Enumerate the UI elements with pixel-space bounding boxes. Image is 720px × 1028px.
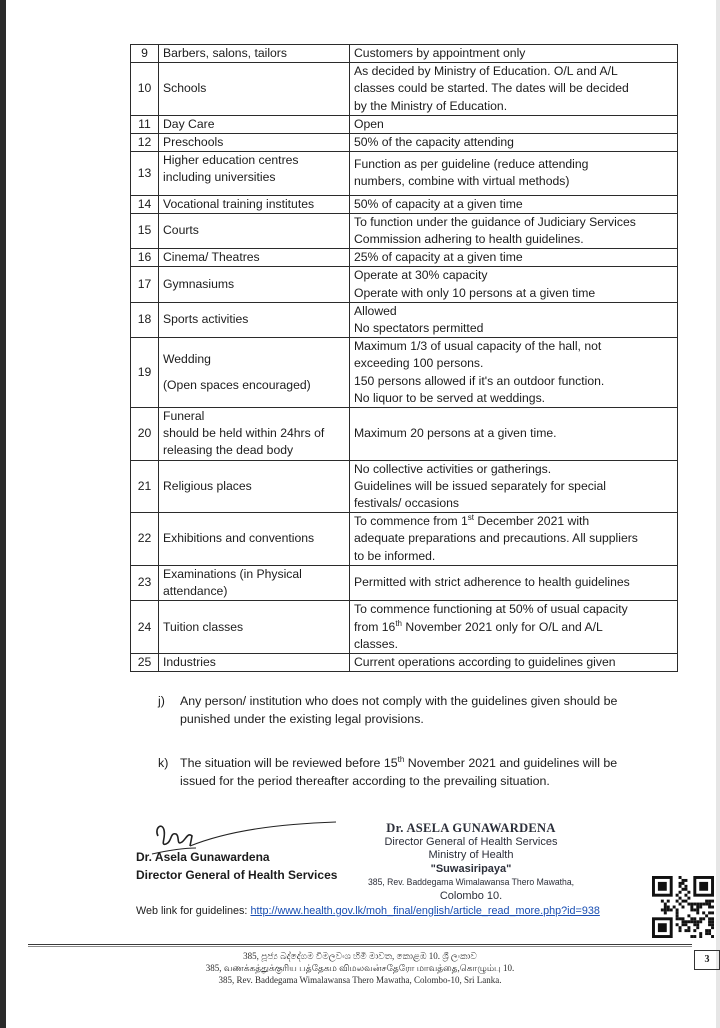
rule-line: from 16th November 2021 only for O/L and A/L [354,618,603,634]
table-row [131,213,678,248]
rule-line: To function under the guidance of Judiciary Services [354,214,636,229]
row-category [159,601,350,654]
rule-line: Open [354,116,384,131]
row-number: 19 [131,338,159,408]
row-category [159,45,350,63]
table-row [131,115,678,133]
qr-code-icon[interactable] [652,876,714,938]
row-category [159,195,350,213]
footer-address [150,950,570,986]
row-number: 25 [131,653,159,671]
stamp-ministry: Ministry of Health [428,849,514,861]
guidelines-url-link[interactable]: http://www.health.gov.lk/moh_final/english/article_read_more.php?id=938 [250,905,600,917]
table-row [131,63,678,116]
row-rule [350,115,678,133]
category-line: releasing the dead body [163,443,294,458]
note-j-label: j) [158,694,165,708]
category-line: (Open spaces encouraged) [163,377,311,392]
row-rule [350,601,678,654]
table-row [131,45,678,63]
rule-line: No spectators permitted [354,321,484,336]
row-category [159,152,350,195]
rule-line: Maximum 1/3 of usual capacity of the hall, not [354,339,602,354]
rule-line: Permitted with strict adherence to health guidelines [354,575,630,590]
row-category [159,513,350,566]
row-category [159,302,350,337]
row-category [159,63,350,116]
table-row [131,513,678,566]
row-number: 13 [131,152,159,195]
rule-line: by the Ministry of Education. [354,98,508,113]
note-k [158,754,678,790]
row-number: 9 [131,45,159,63]
category-line: Barbers, salons, tailors [163,46,287,60]
category-line: should be held within 24hrs of [163,426,325,441]
category-line: Higher education centres [163,153,299,168]
page-left-edge [0,0,6,1028]
row-rule [350,513,678,566]
stamp-title: Director General of Health Services [384,835,558,848]
page-number: 3 [694,950,720,970]
row-rule [350,249,678,267]
row-number: 24 [131,601,159,654]
rule-line: 50% of capacity at a given time [354,196,523,211]
category-line [163,369,345,377]
note-k-line2: issued for the period thereafter according to the prevailing situation. [180,774,550,788]
table-row [131,408,678,461]
rule-line: Maximum 20 persons at a given time. [354,426,557,441]
rule-line: Customers by appointment only [354,46,526,60]
guidelines-table-body [131,45,678,672]
row-category [159,213,350,248]
rule-line: No liquor to be served at weddings. [354,390,546,405]
row-rule [350,460,678,513]
row-number: 23 [131,565,159,600]
footer-sinhala: 385, පූජ්‍ය බද්දේගම විමලවංශ හිමි මාවත, කොළඹ 10. ශ්‍රී ලංකාව [243,951,477,961]
table-row [131,195,678,213]
table-row [131,134,678,152]
category-line: Cinema/ Theatres [163,250,260,265]
rule-line: 50% of the capacity attending [354,135,514,150]
rule-line: Function as per guideline (reduce attending [354,157,589,172]
row-rule [350,267,678,302]
footer-english: 385, Rev. Baddegama Wimalawansa Thero Mawatha, Colombo-10, Sri Lanka. [218,975,502,985]
table-row [131,565,678,600]
table-row [131,653,678,671]
row-rule [350,653,678,671]
row-number: 21 [131,460,159,513]
category-line: including universities [163,170,276,185]
row-number: 22 [131,513,159,566]
row-rule [350,408,678,461]
rule-line: classes could be started. The dates will be decided [354,81,629,96]
note-j-line2: punished under the existing legal provisions. [180,712,424,726]
web-link-line [136,905,600,917]
category-line: Vocational training institutes [163,196,315,211]
note-j-line1: Any person/ institution who does not comply with the guidelines given should be [180,694,618,708]
rule-line: adequate preparations and precautions. All suppliers [354,531,638,546]
category-line: Religious places [163,478,252,493]
row-number: 14 [131,195,159,213]
row-number: 10 [131,63,159,116]
category-line: Funeral [163,409,205,424]
rule-line: Guidelines will be issued separately for special [354,478,607,493]
rule-line: To commence from 1st December 2021 with [354,513,590,529]
category-line: Tuition classes [163,619,244,634]
category-line: Industries [163,654,216,669]
row-number: 18 [131,302,159,337]
page-right-shadow [716,0,720,1028]
table-row [131,338,678,408]
signatory-name: Dr. Asela Gunawardena [136,850,270,864]
category-line: Day Care [163,116,215,131]
category-line: Preschools [163,135,224,150]
rule-line: exceeding 100 persons. [354,356,484,371]
table-row [131,152,678,195]
row-rule [350,213,678,248]
stamp-address: 385, Rev. Baddegama Wimalawansa Thero Mawatha, [367,877,575,888]
row-category [159,249,350,267]
row-category [159,134,350,152]
category-line: Wedding [163,352,211,367]
row-rule [350,134,678,152]
row-number: 12 [131,134,159,152]
rule-line: Allowed [354,303,397,318]
row-category [159,267,350,302]
row-rule [350,45,678,63]
note-k-line1: The situation will be reviewed before 15th November 2021 and guidelines will be [180,754,618,770]
note-k-label: k) [158,756,169,770]
row-category [159,565,350,600]
category-line: attendance) [163,584,228,599]
footer-tamil: 385, வணக்கத்துக்குரிய பத்தேகம விமலவன்சதேரோ மாவத்தை,கொழும்பு 10. [205,963,515,973]
row-category [159,460,350,513]
web-link-label: Web link for guidelines: [136,905,251,917]
signatory-title: Director General of Health Services [136,868,338,882]
rule-line: Operate with only 10 persons at a given time [354,285,596,300]
rule-line: festivals/ occasions [354,496,459,511]
stamp-building: "Suwasiripaya" [430,862,512,875]
rule-line: No collective activities or gatherings. [354,461,552,476]
rule-line: Operate at 30% capacity [354,268,488,283]
row-number: 17 [131,267,159,302]
category-line: Exhibitions and conventions [163,531,315,546]
row-rule [350,565,678,600]
table-row [131,460,678,513]
rule-line: Commission adhering to health guidelines. [354,232,584,247]
row-rule [350,195,678,213]
rule-line: To commence functioning at 50% of usual capacity [354,602,628,617]
category-line [163,187,345,195]
row-rule [350,63,678,116]
table-row [131,302,678,337]
stamp-city: Colombo 10. [439,889,503,902]
row-rule [350,338,678,408]
row-number: 20 [131,408,159,461]
table-row [131,267,678,302]
row-rule [350,302,678,337]
rule-line: Current operations according to guidelines given [354,654,616,669]
row-number: 11 [131,115,159,133]
table-row [131,249,678,267]
rule-line: 25% of capacity at a given time [354,250,523,265]
official-stamp [340,822,602,903]
category-line: Examinations (in Physical [163,566,302,581]
rule-line: to be informed. [354,548,436,563]
row-number: 16 [131,249,159,267]
row-number: 15 [131,213,159,248]
category-line: Courts [163,223,199,238]
rule-line: classes. [354,636,399,651]
category-line: Gymnasiums [163,277,235,292]
category-line: Sports activities [163,312,249,327]
row-category [159,408,350,461]
stamp-name: Dr. ASELA GUNAWARDENA [386,821,556,835]
row-category [159,115,350,133]
row-rule [350,152,678,195]
category-line: Schools [163,81,207,96]
note-j [158,692,678,728]
rule-line: numbers, combine with virtual methods) [354,174,570,189]
footer-divider [28,944,692,945]
footer-divider-thin [28,946,692,947]
table-row [131,601,678,654]
rule-line: 150 persons allowed if it's an outdoor function. [354,373,605,388]
row-category [159,338,350,408]
rule-line: As decided by Ministry of Education. O/L and A/L [354,64,618,79]
row-category [159,653,350,671]
guidelines-table [130,44,678,672]
